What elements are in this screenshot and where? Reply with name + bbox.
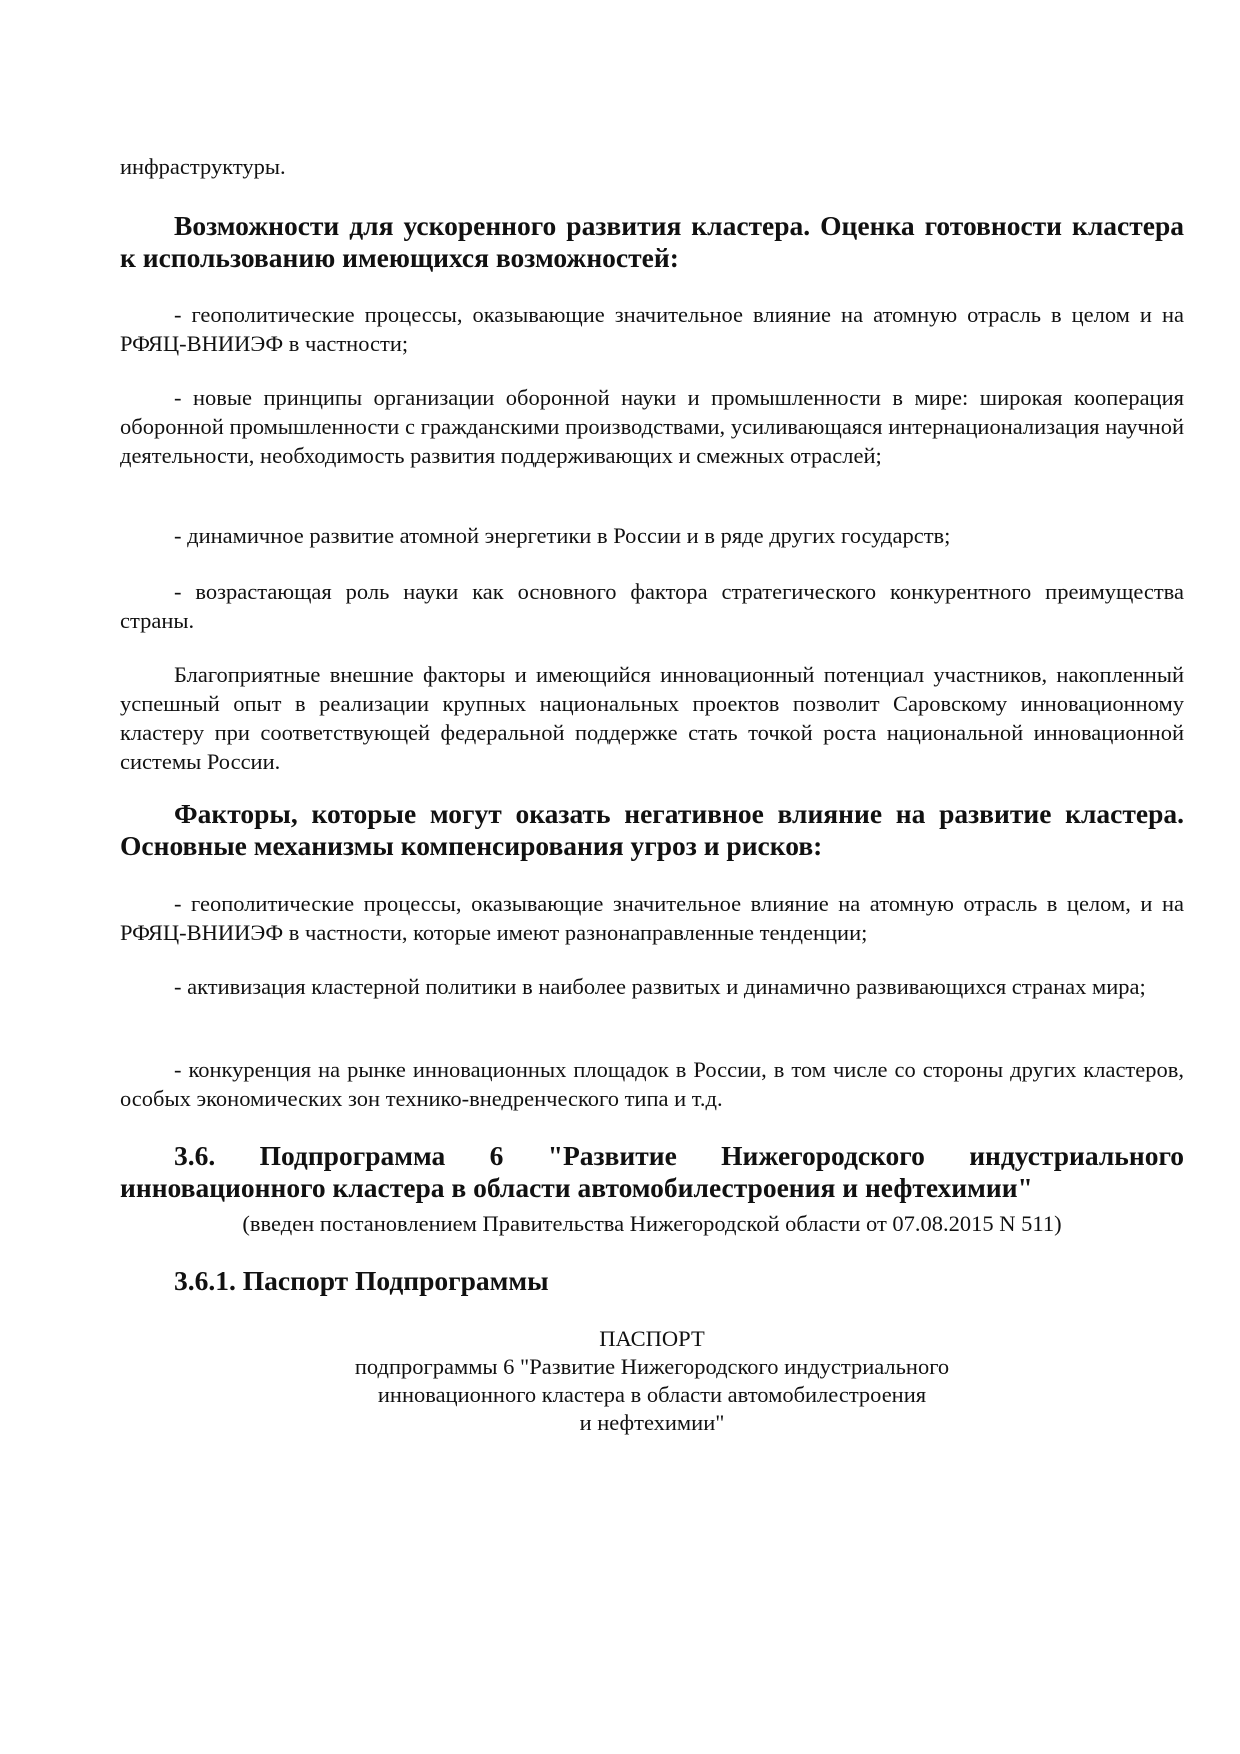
threats-item: - геополитические процессы, оказывающие значительное влияние на атомную отрасль в целом, и на РФЯЦ-ВНИИЭФ в частности, которые имеют разнонаправленные тенденции; <box>120 891 1184 945</box>
opportunities-item: - динамичное развитие атомной энергетики в России и в ряде других государств; <box>174 523 951 548</box>
opportunities-heading: Возможности для ускоренного развития кластера. Оценка готовности кластера к использованию имеющихся возможностей: <box>120 210 1184 273</box>
opportunities-item-4-block <box>120 577 1184 635</box>
threats-item: - активизация кластерной политики в наиболее развитых и динамично развивающихся странах мира; <box>174 974 1146 999</box>
opportunities-item: - геополитические процессы, оказывающие значительное влияние на атомную отрасль в целом и на РФЯЦ-ВНИИЭФ в частности; <box>120 302 1184 356</box>
section-36-note: (введен постановлением Правительства Нижегородской области от 07.08.2015 N 511) <box>242 1211 1062 1236</box>
passport-title: ПАСПОРТ <box>599 1326 705 1351</box>
passport-block <box>120 1325 1184 1437</box>
passport-line: подпрограммы 6 "Развитие Нижегородского индустриального <box>354 1354 950 1379</box>
section-36-note-block <box>120 1209 1184 1238</box>
section-361-subheading-block <box>120 1265 1184 1297</box>
threats-item-3-block <box>120 1055 1184 1113</box>
opportunities-item-1-block <box>120 300 1184 358</box>
threats-item-1-block <box>120 889 1184 947</box>
opportunities-conclusion-block <box>120 660 1184 776</box>
threats-heading-block <box>120 798 1184 862</box>
threats-item-2-block <box>120 972 1184 1001</box>
section-361-subheading: 3.6.1. Паспорт Подпрограммы <box>174 1265 549 1296</box>
opportunities-conclusion: Благоприятные внешние факторы и имеющийся инновационный потенциал участников, накопленный успешный опыт в реализации крупных национальных проектов позволит Саровскому инновационному кластеру при соответствующей федеральной поддержке стать точкой роста национальной инновационной системы России. <box>120 662 1184 774</box>
opportunities-item-2-block <box>120 383 1184 470</box>
section-36-heading-block <box>120 1140 1184 1204</box>
opportunities-item-3-block <box>120 521 1184 550</box>
opportunities-item: - возрастающая роль науки как основного фактора стратегического конкурентного преимущества страны. <box>120 579 1184 633</box>
threats-heading: Факторы, которые могут оказать негативное влияние на развитие кластера. Основные механизмы компенсирования угроз и рисков: <box>120 798 1184 861</box>
continuation-text <box>120 152 1184 181</box>
continuation-line: инфраструктуры. <box>120 154 286 179</box>
passport-line: инновационного кластера в области автомобилестроения <box>377 1382 927 1407</box>
passport-line: и нефтехимии" <box>579 1410 725 1435</box>
section-36-heading: 3.6. Подпрограмма 6 "Развитие Нижегородского индустриального инновационного кластера в области автомобилестроения и нефтехимии" <box>120 1140 1184 1203</box>
threats-item: - конкуренция на рынке инновационных площадок в России, в том числе со стороны других кластеров, особых экономических зон технико-внедренческого типа и т.д. <box>120 1057 1184 1111</box>
opportunities-heading-block <box>120 210 1184 274</box>
opportunities-item: - новые принципы организации оборонной науки и промышленности в мире: широкая кооперация оборонной промышленности с гражданскими производствами, усиливающаяся интернационализация научной деятельности, необходимость развития поддерживающих и смежных отраслей; <box>120 385 1184 468</box>
